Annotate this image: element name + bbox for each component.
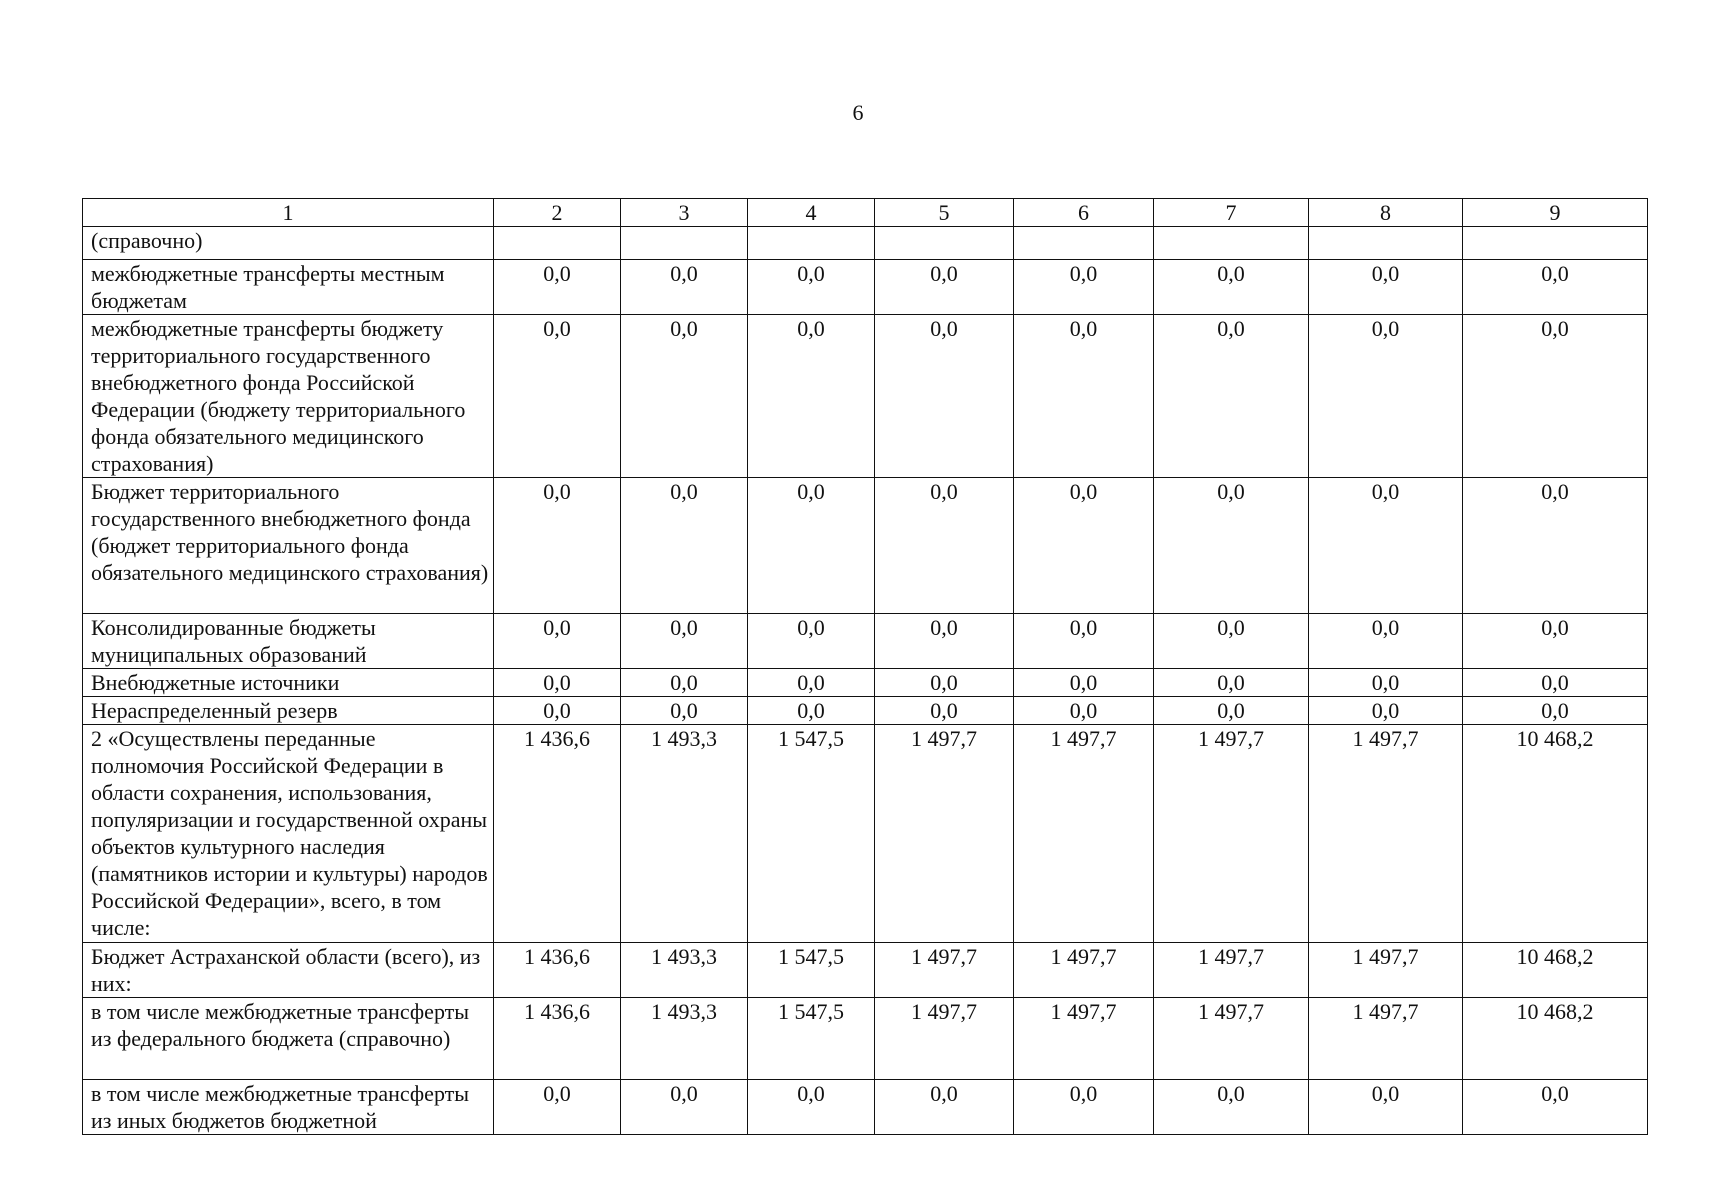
table-cell: 0,0 [494,478,621,614]
table-cell: 0,0 [1309,1080,1463,1135]
table-cell: 0,0 [494,614,621,669]
column-header: 3 [621,199,748,227]
table-cell: 1 497,7 [1309,943,1463,998]
table-cell: 0,0 [494,260,621,315]
table-cell: 0,0 [1154,478,1309,614]
table-row [83,943,1648,998]
column-header: 2 [494,199,621,227]
table-cell [1309,227,1463,260]
table-cell: 0,0 [748,315,875,478]
row-label: Бюджет территориального государственного внебюджетного фонда (бюджет территориального фонда обязательного медицинского страхования) [83,478,494,614]
table-cell: 1 497,7 [1154,998,1309,1080]
table-cell: 0,0 [748,614,875,669]
table-row [83,315,1648,478]
table-cell: 0,0 [1463,614,1648,669]
table-cell: 0,0 [1014,478,1154,614]
column-header: 6 [1014,199,1154,227]
table-cell: 0,0 [621,315,748,478]
row-label: 2 «Осуществлены переданные полномочия Российской Федерации в области сохранения, использования, популяризации и государственной охраны объектов культурного наследия (памятников истории и культуры) народов Российской Федерации», всего, в том числе: [83,725,494,943]
table-cell: 1 493,3 [621,943,748,998]
table-cell: 0,0 [875,1080,1014,1135]
table-cell: 1 497,7 [875,943,1014,998]
table-row [83,697,1648,725]
table-cell: 1 493,3 [621,725,748,943]
table-cell [621,227,748,260]
table-cell: 1 497,7 [1014,943,1154,998]
table-cell: 0,0 [1014,260,1154,315]
table-cell: 1 547,5 [748,998,875,1080]
table-cell [1014,227,1154,260]
row-label: Нераспределенный резерв [83,697,494,725]
table-cell: 0,0 [748,478,875,614]
table-row [83,260,1648,315]
budget-table [82,198,1648,1135]
column-header: 9 [1463,199,1648,227]
table-cell: 1 497,7 [1309,725,1463,943]
table-cell: 10 468,2 [1463,998,1648,1080]
table-cell: 1 497,7 [1309,998,1463,1080]
table-cell: 0,0 [621,1080,748,1135]
table-cell: 0,0 [621,260,748,315]
table-cell: 10 468,2 [1463,725,1648,943]
table-cell: 0,0 [621,478,748,614]
row-label: межбюджетные трансферты местным бюджетам [83,260,494,315]
table-cell: 0,0 [875,315,1014,478]
table-cell: 0,0 [875,478,1014,614]
row-label: в том числе межбюджетные трансферты из федерального бюджета (справочно) [83,998,494,1080]
table-cell: 0,0 [1154,614,1309,669]
table-cell: 1 493,3 [621,998,748,1080]
column-header: 1 [83,199,494,227]
table-cell: 1 436,6 [494,943,621,998]
row-label: Консолидированные бюджеты муниципальных образований [83,614,494,669]
table-cell: 0,0 [494,669,621,697]
table-cell: 0,0 [748,1080,875,1135]
table-cell [748,227,875,260]
table-cell: 0,0 [1309,697,1463,725]
table-cell: 0,0 [494,315,621,478]
table-cell: 1 497,7 [875,998,1014,1080]
row-label: в том числе межбюджетные трансферты из иных бюджетов бюджетной [83,1080,494,1135]
table-cell: 0,0 [621,669,748,697]
table-cell: 0,0 [875,614,1014,669]
table-cell: 0,0 [1309,614,1463,669]
table-cell: 0,0 [1463,697,1648,725]
column-header: 8 [1309,199,1463,227]
table-cell: 0,0 [1014,697,1154,725]
row-label: Бюджет Астраханской области (всего), из них: [83,943,494,998]
table-cell: 1 547,5 [748,943,875,998]
table-cell: 0,0 [1309,315,1463,478]
table-cell: 0,0 [875,260,1014,315]
row-label: межбюджетные трансферты бюджету территориального государственного внебюджетного фонда Российской Федерации (бюджету территориального фонда обязательного медицинского страхования) [83,315,494,478]
table-cell: 1 497,7 [875,725,1014,943]
table-cell: 1 497,7 [1154,725,1309,943]
table-cell: 0,0 [1014,669,1154,697]
table-cell [875,227,1014,260]
table-cell [494,227,621,260]
column-header: 4 [748,199,875,227]
table-cell: 0,0 [1014,1080,1154,1135]
table-cell: 0,0 [1014,315,1154,478]
table-row [83,669,1648,697]
column-header: 7 [1154,199,1309,227]
table-cell: 0,0 [1463,478,1648,614]
table-cell: 1 436,6 [494,725,621,943]
table-cell: 0,0 [1154,669,1309,697]
table-cell: 0,0 [1463,1080,1648,1135]
table-cell: 0,0 [1154,315,1309,478]
table-cell: 10 468,2 [1463,943,1648,998]
row-label: Внебюджетные источники [83,669,494,697]
table-cell: 0,0 [1309,478,1463,614]
table-row [83,1080,1648,1135]
table-cell: 0,0 [1309,669,1463,697]
table-cell: 0,0 [494,697,621,725]
table-row [83,227,1648,260]
table-cell [1463,227,1648,260]
table-header-row [83,199,1648,227]
table-cell: 1 497,7 [1014,998,1154,1080]
table-cell: 0,0 [1154,697,1309,725]
table-row [83,998,1648,1080]
table-cell: 1 497,7 [1154,943,1309,998]
table-cell: 1 497,7 [1014,725,1154,943]
table-cell: 0,0 [875,697,1014,725]
table-cell: 0,0 [1014,614,1154,669]
table-cell: 0,0 [1463,260,1648,315]
table-cell: 0,0 [494,1080,621,1135]
table-cell: 0,0 [1154,1080,1309,1135]
table-cell: 0,0 [1463,315,1648,478]
table-cell: 1 436,6 [494,998,621,1080]
table-cell: 0,0 [621,697,748,725]
table-cell: 0,0 [748,697,875,725]
table-cell: 0,0 [748,669,875,697]
table-cell: 1 547,5 [748,725,875,943]
table-cell: 0,0 [1463,669,1648,697]
table-cell: 0,0 [875,669,1014,697]
table-cell: 0,0 [621,614,748,669]
column-header: 5 [875,199,1014,227]
table-cell: 0,0 [748,260,875,315]
table-row [83,614,1648,669]
table-row [83,478,1648,614]
table-row [83,725,1648,943]
row-label: (справочно) [83,227,494,260]
page-number: 6 [852,100,864,125]
table-cell: 0,0 [1309,260,1463,315]
table-cell [1154,227,1309,260]
table-cell: 0,0 [1154,260,1309,315]
